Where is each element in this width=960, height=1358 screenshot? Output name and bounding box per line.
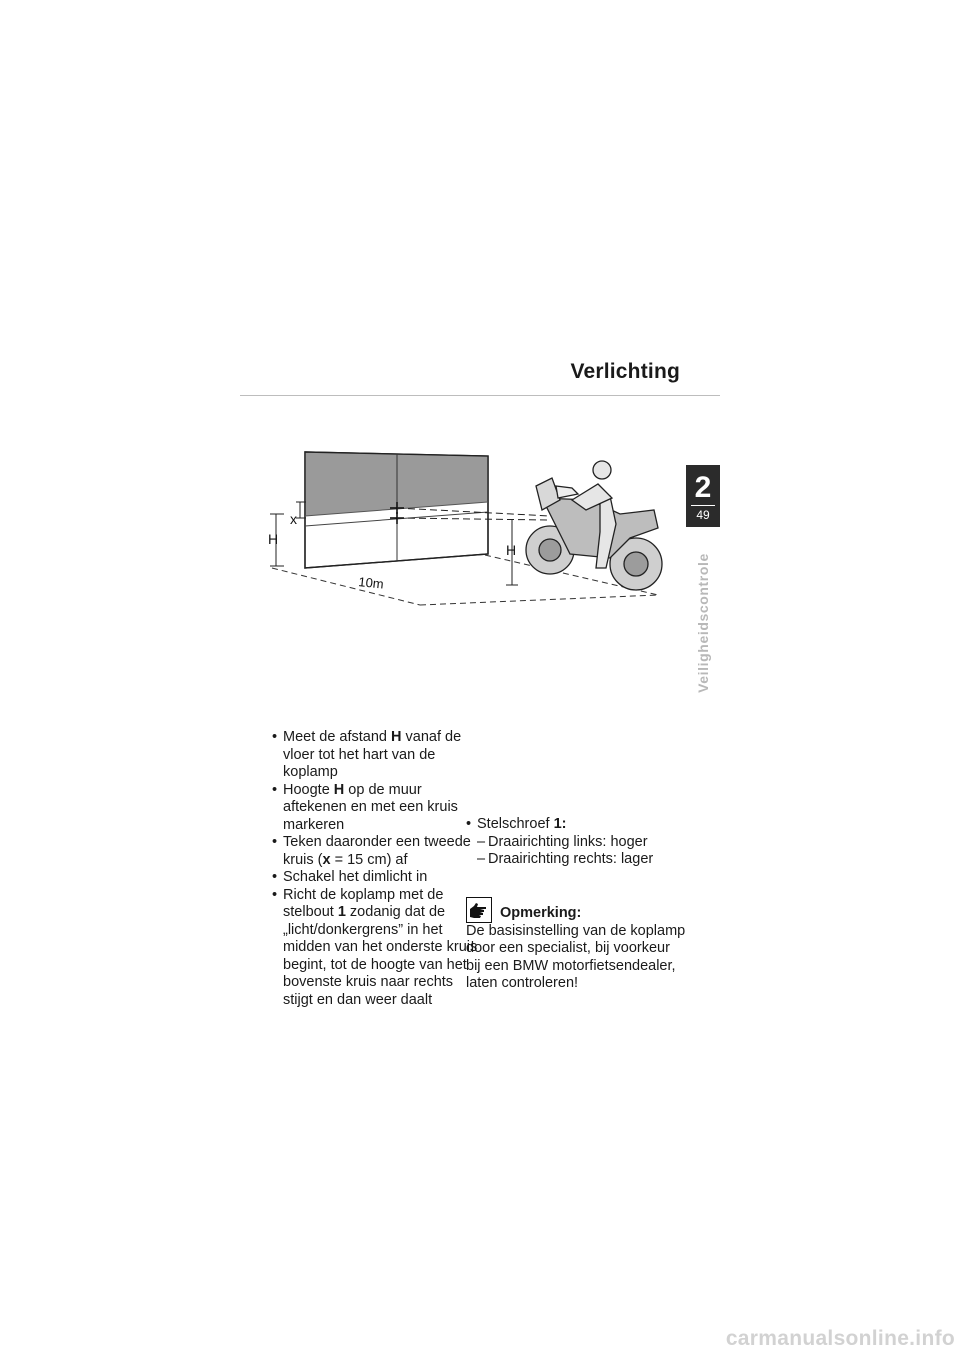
item-text: vanaf de vloer tot het hart van de koplamp [283,729,462,780]
instruction-list [272,729,482,1009]
page-title: Verlichting [570,360,680,383]
header-divider [240,395,720,396]
item-text: Stelschroef [477,816,554,832]
item-bold: 1: [553,816,567,832]
list-item [272,869,482,887]
adjustment-list [466,816,686,869]
headlight-adjustment-illustration [260,440,680,620]
item-text: Schakel het dimlicht in [283,869,428,885]
item-text: op de muur aftekenen en met een kruis markeren [283,781,458,833]
item-text: zodanig dat de „licht/donkergrens” in het midden van het onderste kruis begint, tot de hoogte van het bovenste kruis naar rechts stijgt en dan weer daalt [283,904,478,1008]
list-item: – Draairichting rechts: lager [477,851,686,869]
wall [305,452,488,568]
item-bold: x [322,851,331,868]
chapter-number: 2 [694,471,712,504]
watermark: carmanualsonline.info [725,1327,955,1350]
direction-list [477,834,686,869]
note-text: De basisinstelling van de koplamp door een specialist, bij voorkeur bij een BMW motorfietsendealer, laten controleren! [466,922,686,991]
list-item [272,887,482,1010]
note-heading [466,897,686,923]
label-h-wall: H [268,531,279,547]
note-block [466,897,686,993]
label-h-headlight: H [506,542,517,558]
page-number: 49 [696,508,710,522]
item-text: Richt de koplamp met de stelbout [283,886,444,920]
label-distance: 10m [357,574,385,592]
left-column [272,729,482,1009]
item-text: Hoogte [283,781,334,798]
item-bold: H [333,781,345,798]
chapter-tab [686,465,720,527]
list-item: – Draairichting links: hoger [477,834,686,852]
list-item [272,782,482,835]
section-label: Veiligheidscontrole [695,553,711,693]
list-item [272,729,482,782]
list-item [466,816,686,869]
item-bold: 1 [337,904,346,920]
item-text: Meet de afstand [283,729,392,745]
note-title: Opmerking: [500,905,582,921]
hand-pointing-note-icon [466,897,492,923]
item-text: Teken daaronder een tweede kruis ( [283,834,471,868]
right-column [466,816,686,993]
item-bold: H [391,729,402,745]
label-x: x [290,511,297,527]
list-item [272,834,482,869]
item-text: = 15 cm) af [330,851,408,868]
motorcycle-with-rider-image [526,461,662,590]
